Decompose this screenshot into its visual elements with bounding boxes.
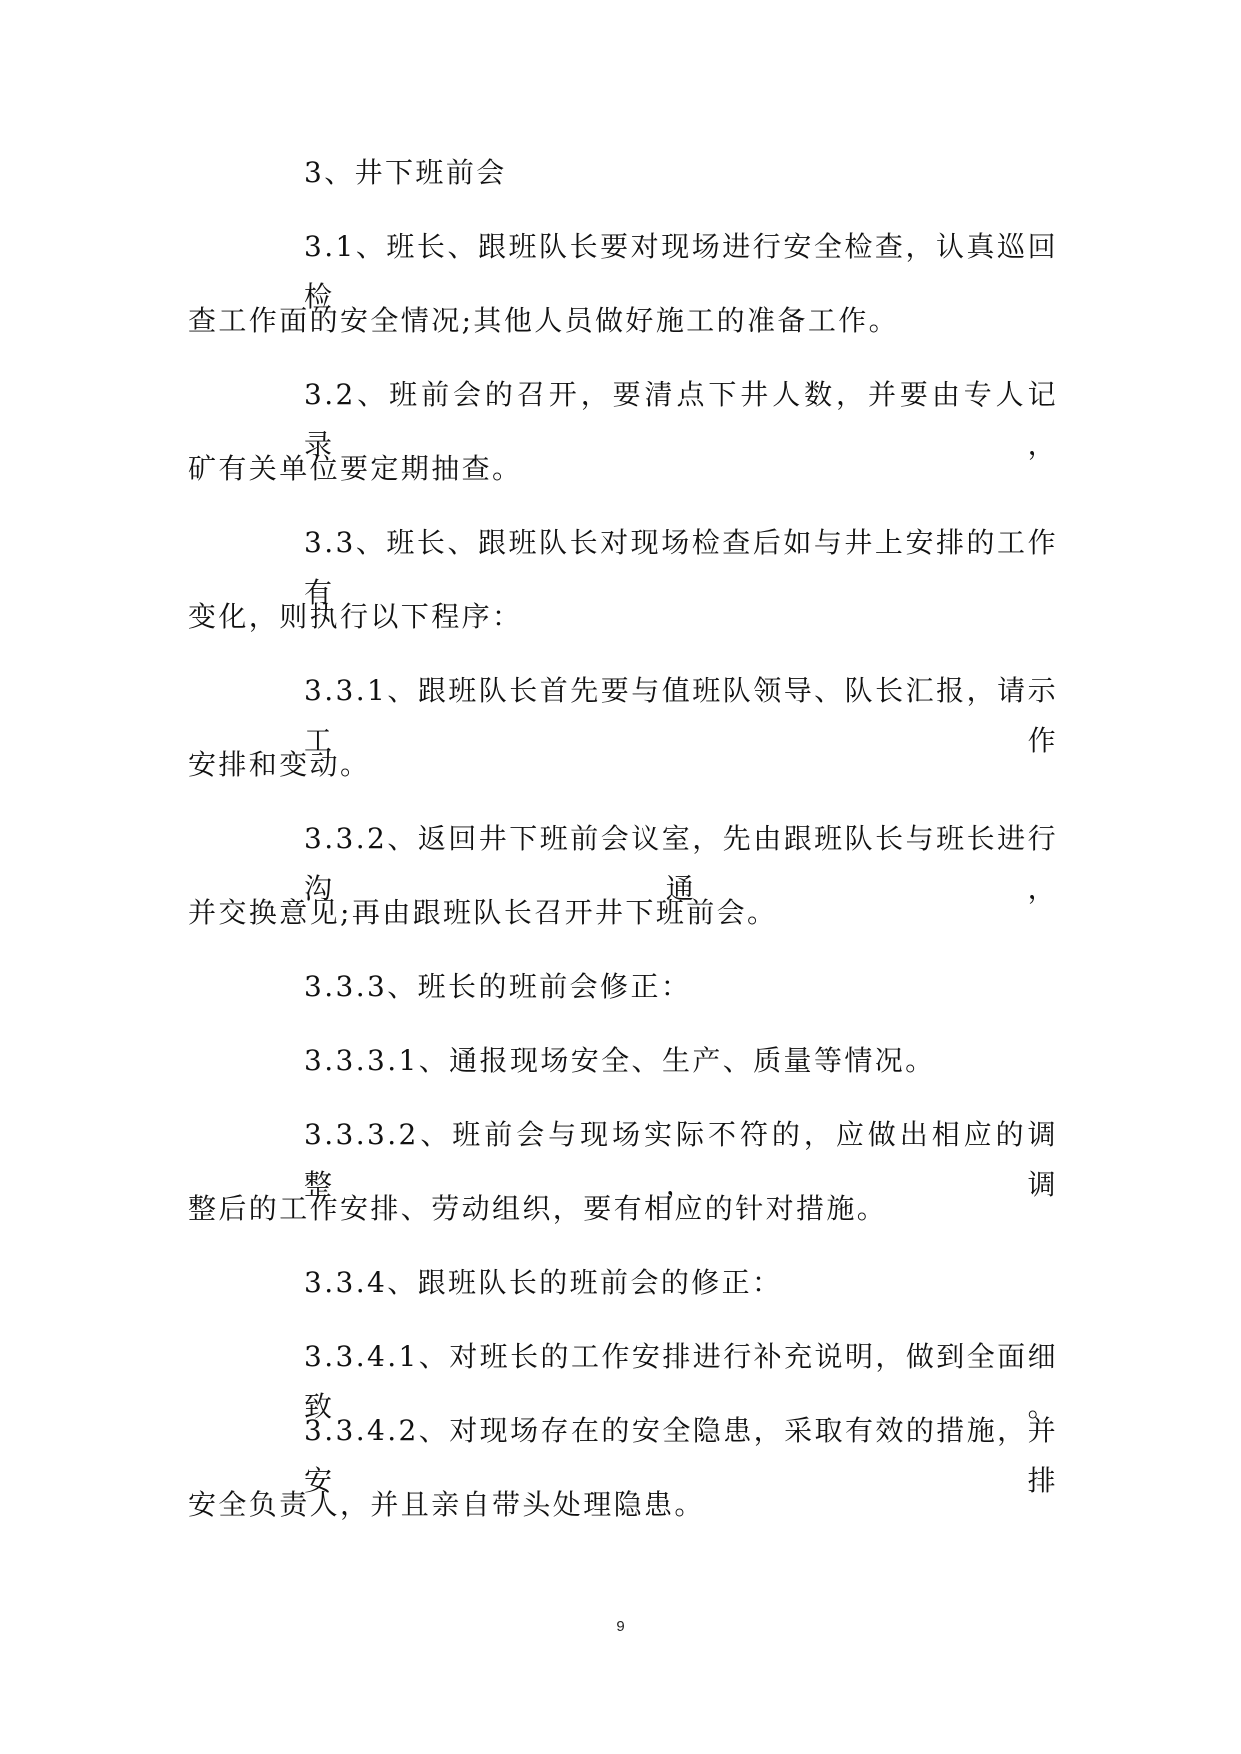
paragraph-line: 3.3.1、跟班队长首先要与值班队领导、队长汇报，请示工作 xyxy=(304,674,1058,757)
paragraph-line: 整后的工作安排、劳动组织，要有相应的针对措施。 xyxy=(188,1192,888,1225)
paragraph-line: 查工作面的安全情况;其他人员做好施工的准备工作。 xyxy=(188,304,900,337)
body-text xyxy=(188,148,1058,1554)
paragraph-line: 3.3.3.1、通报现场安全、生产、质量等情况。 xyxy=(304,1044,936,1077)
paragraph-line: 3.1、班长、跟班队长要对现场进行安全检查，认真巡回检 xyxy=(304,230,1058,313)
paragraph-line: 矿有关单位要定期抽查。 xyxy=(188,452,523,485)
paragraph-line: 安全负责人，并且亲自带头处理隐患。 xyxy=(188,1488,705,1521)
paragraph-line: 3.2、班前会的召开，要清点下井人数，并要由专人记录， xyxy=(304,378,1058,461)
paragraph-line: 3.3.3、班长的班前会修正： xyxy=(304,970,692,1003)
paragraph-line: 3.3.4、跟班队长的班前会的修正： xyxy=(304,1266,783,1299)
paragraph-line: 并交换意见;再由跟班队长召开井下班前会。 xyxy=(188,896,778,929)
page-number: 9 xyxy=(616,1618,625,1635)
paragraph-line: 变化，则执行以下程序： xyxy=(188,600,523,633)
paragraph-line: 3.3.2、返回井下班前会议室，先由跟班队长与班长进行沟通， xyxy=(304,822,1058,905)
paragraph-line: 3.3.3.2、班前会与现场实际不符的，应做出相应的调整，调 xyxy=(304,1118,1058,1201)
paragraph-line: 安排和变动。 xyxy=(188,748,371,781)
paragraph-line: 3.3、班长、跟班队长对现场检查后如与井上安排的工作有 xyxy=(304,526,1058,609)
paragraph-line: 3.3.4.1、对班长的工作安排进行补充说明，做到全面细致。 xyxy=(304,1340,1058,1423)
section-heading: 3、井下班前会 xyxy=(304,156,507,189)
paragraph-line: 3.3.4.2、对现场存在的安全隐患，采取有效的措施，并安排 xyxy=(304,1414,1058,1497)
